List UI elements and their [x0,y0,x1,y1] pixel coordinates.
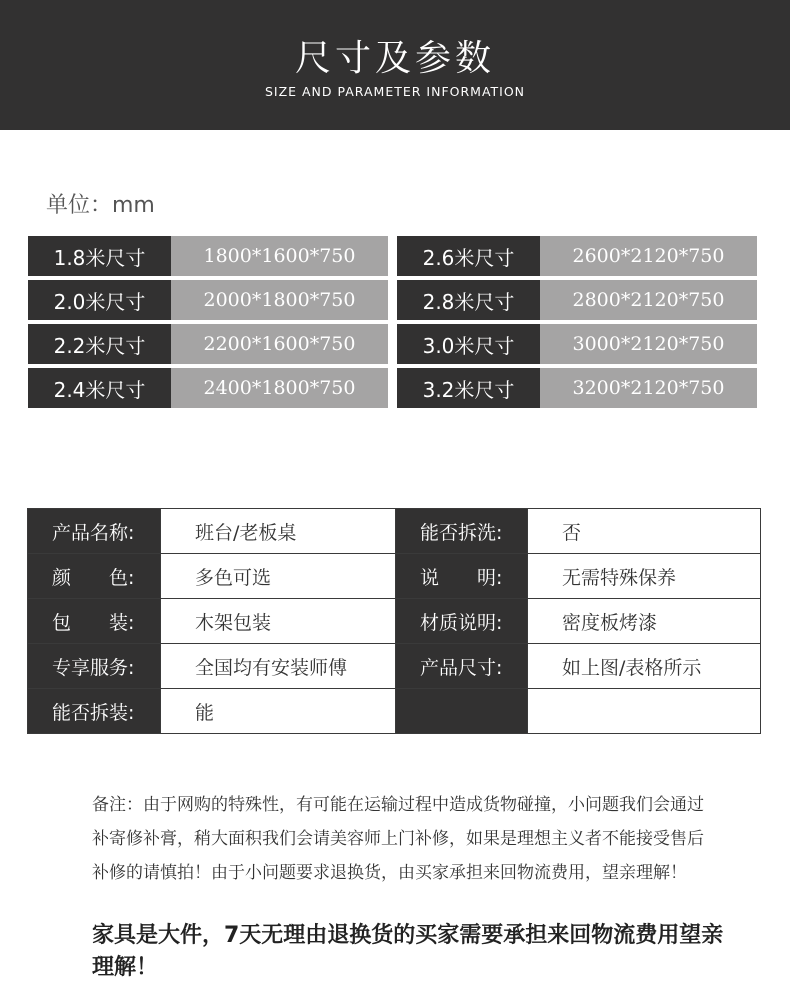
size-row [28,368,388,408]
page-header [0,0,790,130]
param-value: 班台/老板桌 [161,509,396,554]
param-value: 多色可选 [161,554,396,599]
size-row [397,368,757,408]
size-row [397,324,757,364]
param-key: 包 装: [28,599,161,644]
size-value: 2400*1800*750 [171,368,388,408]
size-table-left [28,236,388,412]
size-value: 2800*2120*750 [540,280,757,320]
size-value: 1800*1600*750 [171,236,388,276]
note-emphasis: 家具是大件，7天无理由退换货的买家需要承担来回物流费用望亲理解！ [92,923,724,980]
param-key: 产品名称: [28,509,161,554]
param-value: 全国均有安装师傅 [161,644,396,689]
size-value: 3000*2120*750 [540,324,757,364]
size-value: 2600*2120*750 [540,236,757,276]
param-key: 专享服务: [28,644,161,689]
size-label: 3.2米尺寸 [397,368,540,408]
param-key-empty [396,689,528,734]
size-table-right [397,236,757,412]
size-label: 2.0米尺寸 [28,280,171,320]
param-key: 产品尺寸: [396,644,528,689]
size-row [397,280,757,320]
table-row [28,509,761,554]
size-value: 2000*1800*750 [171,280,388,320]
size-row [397,236,757,276]
unit-label: 单位：mm [46,193,155,218]
param-key: 能否拆装: [28,689,161,734]
size-label: 2.4米尺寸 [28,368,171,408]
table-row [28,599,761,644]
param-key: 颜 色: [28,554,161,599]
size-label: 3.0米尺寸 [397,324,540,364]
param-value: 否 [528,509,761,554]
size-label: 2.8米尺寸 [397,280,540,320]
size-value: 2200*1600*750 [171,324,388,364]
table-row [28,689,761,734]
page-title: 尺寸及参数 [294,38,495,79]
param-value: 木架包装 [161,599,396,644]
size-label: 2.2米尺寸 [28,324,171,364]
param-key: 材质说明: [396,599,528,644]
table-row [28,644,761,689]
param-value: 能 [161,689,396,734]
param-key: 能否拆洗: [396,509,528,554]
page-subtitle: SIZE AND PARAMETER INFORMATION [264,84,526,99]
size-row [28,236,388,276]
note-text: 备注：由于网购的特殊性，有可能在运输过程中造成货物碰撞，小问题我们会通过补寄修补膏，稍大面积我们会请美容师上门补修，如果是理想主义者不能接受售后补修的请慎拍！由于小问题要求退换货，由买家承担来回物流费用，望亲理解！ [92,795,704,883]
param-value: 密度板烤漆 [528,599,761,644]
size-row [28,280,388,320]
size-value: 3200*2120*750 [540,368,757,408]
table-row [28,554,761,599]
size-label: 1.8米尺寸 [28,236,171,276]
parameter-table [27,508,761,734]
size-label: 2.6米尺寸 [397,236,540,276]
param-value: 无需特殊保养 [528,554,761,599]
param-value-empty [528,689,761,734]
param-key: 说 明: [396,554,528,599]
size-row [28,324,388,364]
param-value: 如上图/表格所示 [528,644,761,689]
